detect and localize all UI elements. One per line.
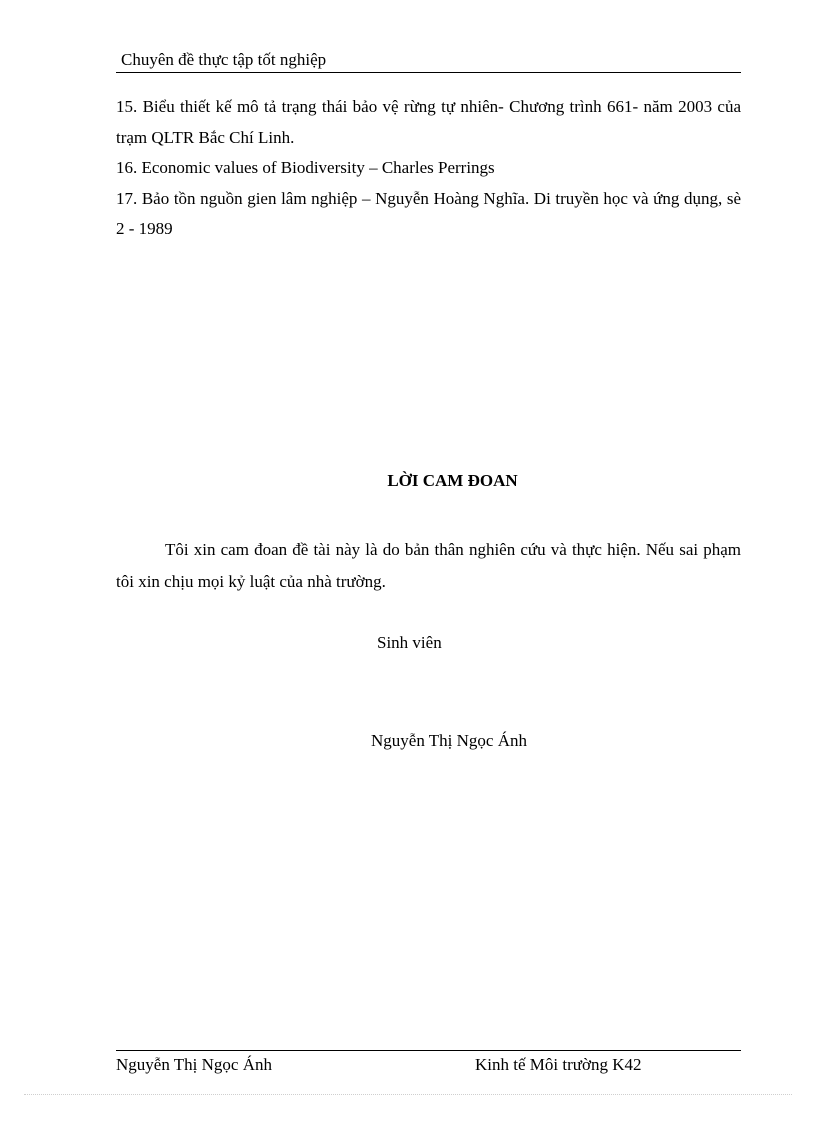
page-header <box>116 48 741 73</box>
header-title: Chuyên đề thực tập tốt nghiệp <box>121 50 327 69</box>
pledge-body: Tôi xin cam đoan đề tài này là do bản thân nghiên cứu và thực hiện. Nếu sai phạm tôi xin chịu mọi kỷ luật của nhà trường. <box>116 540 741 591</box>
footer-rule <box>116 1050 741 1052</box>
reference-item: 16. Economic values of Biodiversity – Charles Perrings <box>116 158 495 177</box>
footer-author: Nguyễn Thị Ngọc Ánh <box>116 1055 272 1074</box>
page-bottom-edge <box>24 1094 792 1095</box>
reference-item: 17. Bảo tồn nguồn gien lâm nghiệp – Nguyễn Hoàng Nghĩa. Di truyền học và ứng dụng, sè 2 - 1989 <box>116 188 741 238</box>
reference-list <box>116 92 741 245</box>
signer-title: Sinh viên <box>377 633 442 652</box>
pledge-title: LỜI CAM ĐOAN <box>387 471 518 490</box>
reference-item: 15. Biểu thiết kế mô tả trạng thái bảo vệ rừng tự nhiên- Chương trình 661- năm 2003 của trạm QLTR Bắc Chí Linh. <box>116 97 741 147</box>
signer-name: Nguyễn Thị Ngọc Ánh <box>371 731 527 750</box>
footer-class: Kinh tế Môi trường K42 <box>475 1055 642 1074</box>
